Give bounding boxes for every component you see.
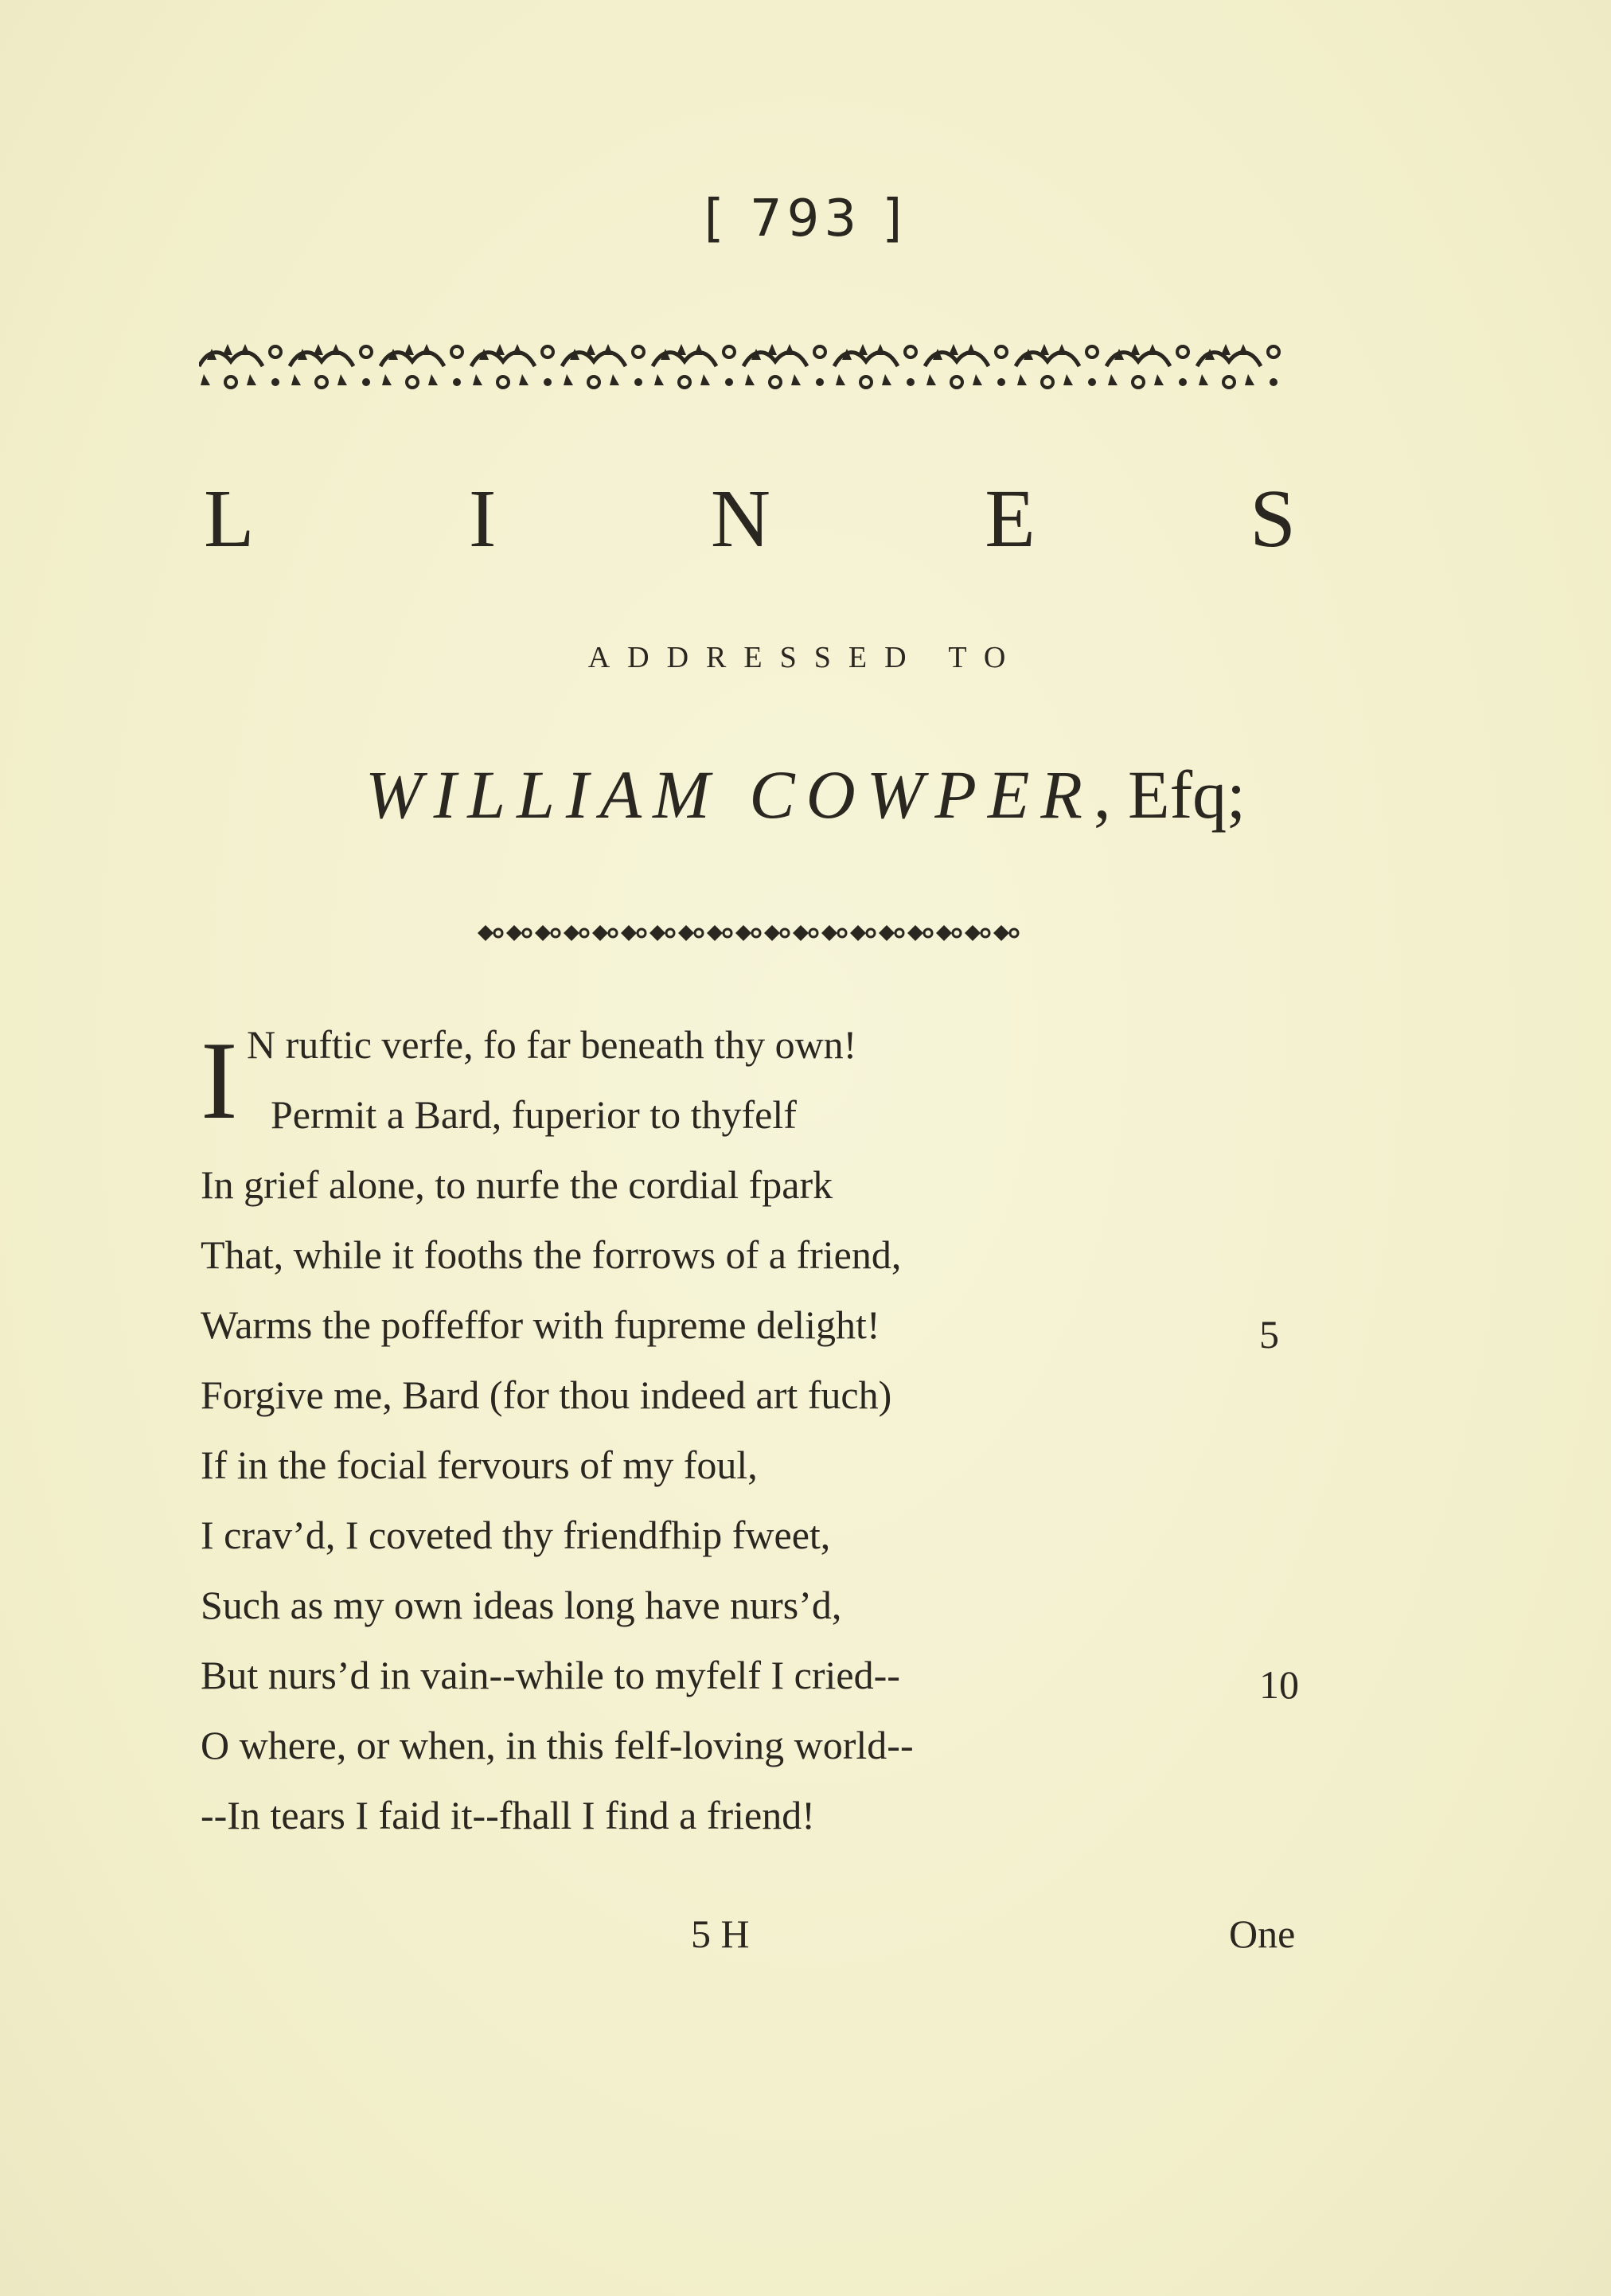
poem-line [201,1791,1315,1861]
poem-body [201,1021,1315,1861]
poem-line-text: O where, or when, in this felf-loving world-- [201,1723,914,1767]
subtitle: ADDRESSED TO [587,641,1024,674]
line-number: 10 [1259,1662,1299,1707]
line-number: 5 [1259,1312,1279,1357]
title-letter: N [710,473,770,564]
poem-line-text: I crav’d, I coveted thy friendfhip fweet, [201,1513,831,1557]
poem-line-text: Warms the poffeffor with fupreme delight! [201,1302,880,1347]
poem-line [201,1581,1315,1651]
title-letter: S [1250,473,1296,564]
poem-line-text: That, while it fooths the forrows of a friend, [201,1232,902,1277]
poem-line [201,1371,1315,1441]
poem-line [201,1511,1315,1581]
poem-line-text: But nurs’d in vain--while to myfelf I cried-- [201,1653,900,1697]
poem-line-text: Permit a Bard, fuperior to thyfelf [271,1092,797,1137]
poem-line [201,1231,1315,1301]
title-letter: L [204,473,255,564]
catchword: One [1229,1911,1296,1956]
drop-cap: I [201,1019,238,1142]
title-letter: I [468,473,497,564]
poem-line-text: N ruftic verfe, fo far beneath thy own! [247,1022,857,1067]
poem-line-text: --In tears I faid it--fhall I find a friend! [201,1793,815,1837]
dedicatee-suffix: , Efq; [1093,756,1246,833]
poem-line [201,1721,1315,1791]
main-title [204,473,1296,564]
title-letter: E [985,473,1036,564]
poem-line-text: Such as my own ideas long have nurs’d, [201,1583,842,1627]
poem-line [201,1441,1315,1511]
floral-ornament-border [199,333,1293,400]
poem-line [201,1091,1315,1161]
small-ornament-rule [476,922,1024,944]
dedicatee [0,755,1611,834]
poem-line [201,1161,1315,1231]
poem-line-text: If in the focial fervours of my foul, [201,1443,758,1487]
poem-line-text: In grief alone, to nurfe the cordial fpark [201,1162,833,1207]
dedicatee-name: WILLIAM COWPER [365,756,1094,833]
page-number: [ 793 ] [704,189,907,248]
signature-mark: 5 H [691,1911,750,1956]
poem-line [201,1301,1315,1371]
poem-line-text: Forgive me, Bard (for thou indeed art fuch) [201,1373,892,1417]
poem-line [201,1651,1315,1721]
